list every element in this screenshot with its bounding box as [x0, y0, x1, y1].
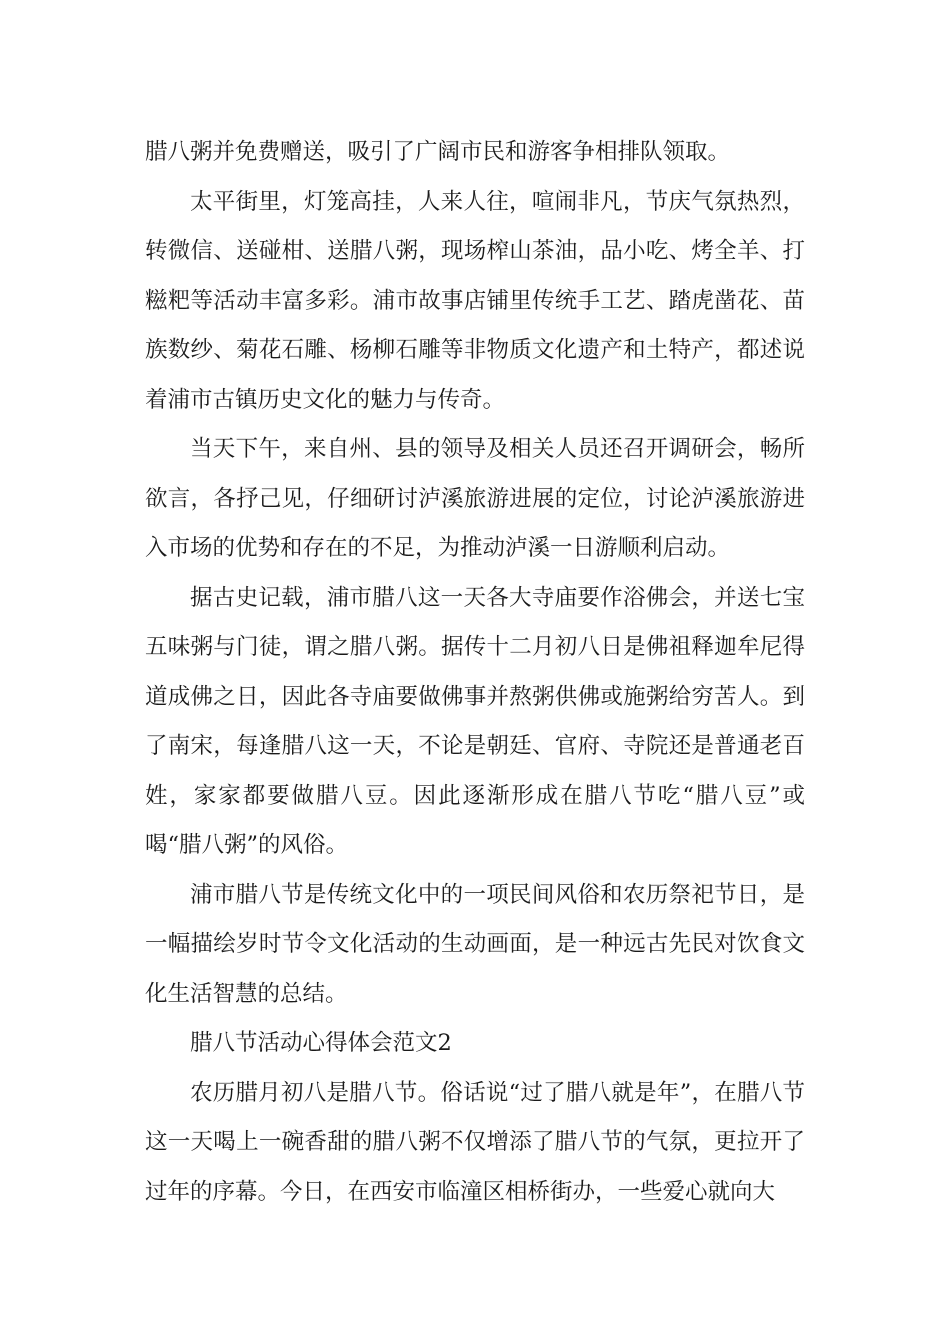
paragraph-4: 据古史记载，浦市腊八这一天各大寺庙要作浴佛会，并送七宝五味粥与门徒，谓之腊八粥。据传十二月初八日是佛祖释迦牟尼得道成佛之日，因此各寺庙要做佛事并熬粥供佛或施粥给穷苦人。到了南宋，每逢腊八这一天，不论是朝廷、官府、寺院还是普通老百姓，家家都要做腊八豆。因此逐渐形成在腊八节吃“腊八豆”或喝“腊八粥”的风俗。 — [145, 584, 805, 858]
paragraph-1: 腊八粥并免费赠送，吸引了广阔市民和游客争相排队领取。 — [145, 139, 731, 165]
paragraph-2: 太平街里，灯笼高挂，人来人往，喧闹非凡，节庆气氛热烈，转微信、送碰柑、送腊八粥，现场榨山茶油，品小吃、烤全羊、打糍粑等活动丰富多彩。浦市故事店铺里传统手工艺、踏虎凿花、苗族数纱、菊花石雕、杨柳石雕等非物质文化遗产和土特产，都述说着浦市古镇历史文化的魅力与传奇。 — [145, 188, 805, 413]
paragraph-3: 当天下午，来自州、县的领导及相关人员还召开调研会，畅所欲言，各抒己见，仔细研讨泸溪旅游进展的定位，讨论泸溪旅游进入市场的优势和存在的不足，为推动泸溪一日游顺利启动。 — [145, 436, 805, 561]
section-heading: 腊八节活动心得体会范文2 — [190, 1030, 452, 1056]
paragraph-5: 浦市腊八节是传统文化中的一项民间风俗和农历祭祀节日，是一幅描绘岁时节令文化活动的生动画面，是一种远古先民对饮食文化生活智慧的总结。 — [145, 881, 805, 1007]
document-body — [145, 128, 805, 1217]
paragraph-6: 农历腊月初八是腊八节。俗话说“过了腊八就是年”，在腊八节这一天喝上一碗香甜的腊八粥不仅增添了腊八节的气氛，更拉开了过年的序幕。今日，在西安市临潼区相桥街办，一些爱心就向大 — [145, 1079, 805, 1205]
